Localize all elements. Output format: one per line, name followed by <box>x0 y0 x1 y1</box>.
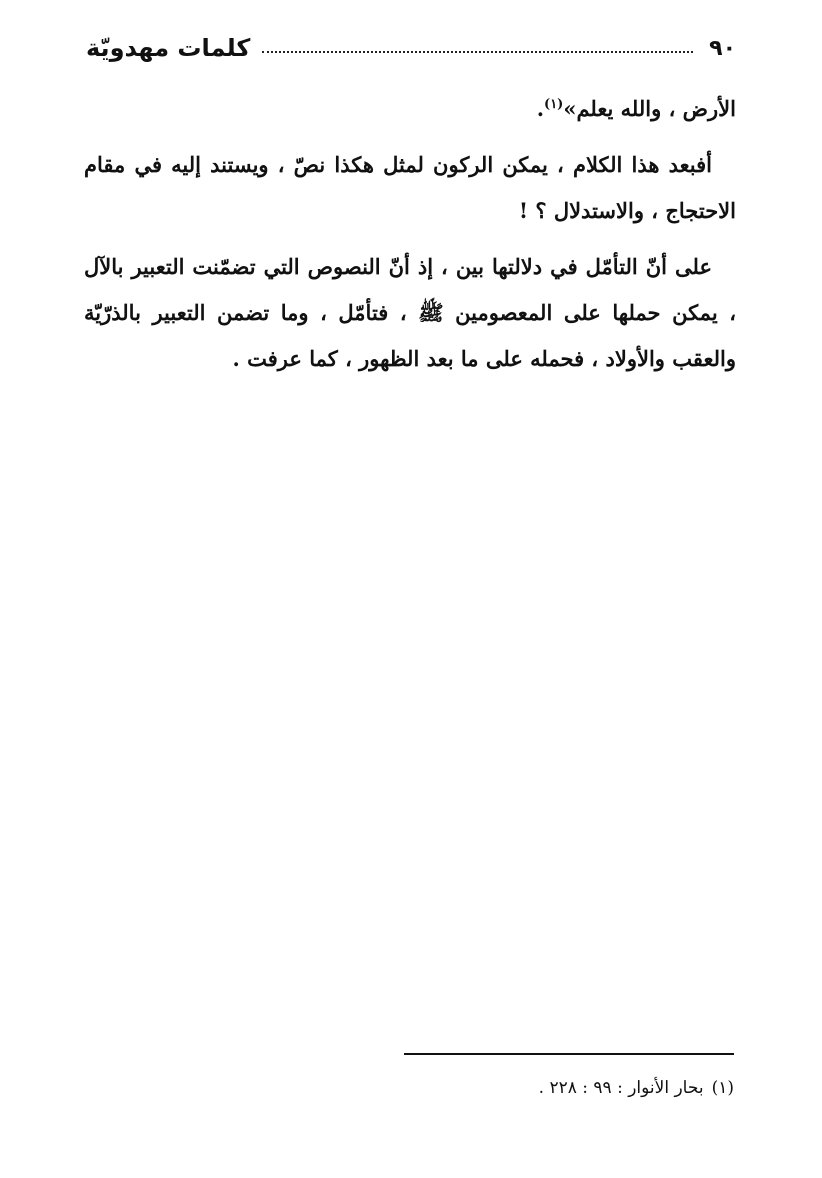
footnote-text: بحار الأنوار : ٩٩ : ٢٢٨ . <box>538 1078 704 1098</box>
paragraph-1-text: الأرض ، والله يعلم» <box>563 96 736 121</box>
page-header <box>86 28 736 68</box>
paragraph-2: أفبعد هذا الكلام ، يمكن الركون لمثل هكذا نصّ ، ويستند إليه في مقام الاحتجاج ، والاستدلال ؟ ! <box>84 152 736 223</box>
main-text <box>84 86 736 392</box>
footnote-separator <box>404 1053 734 1055</box>
footnote <box>404 1074 734 1102</box>
paragraph-3: على أنّ التأمّل في دلالتها بين ، إذ أنّ النصوص التي تضمّنت التعبير بالآل ، يمكن حملها على المعصومين ﷺ ، فتأمّل ، وما تضمن التعبير بالذرّيّة والعقب والأولاد ، فحمله على ما بعد الظهور ، كما عرفت . <box>84 254 736 371</box>
footnote-number: (١) <box>711 1078 734 1098</box>
footnote-reference: (١) <box>544 97 564 112</box>
paragraph-1 <box>84 86 736 132</box>
running-title: كلمات مهدويّة <box>86 34 251 62</box>
paragraph-1-end: . <box>536 96 545 121</box>
header-dotted-leader <box>262 51 693 53</box>
page-number: ٩٠ <box>709 35 736 61</box>
